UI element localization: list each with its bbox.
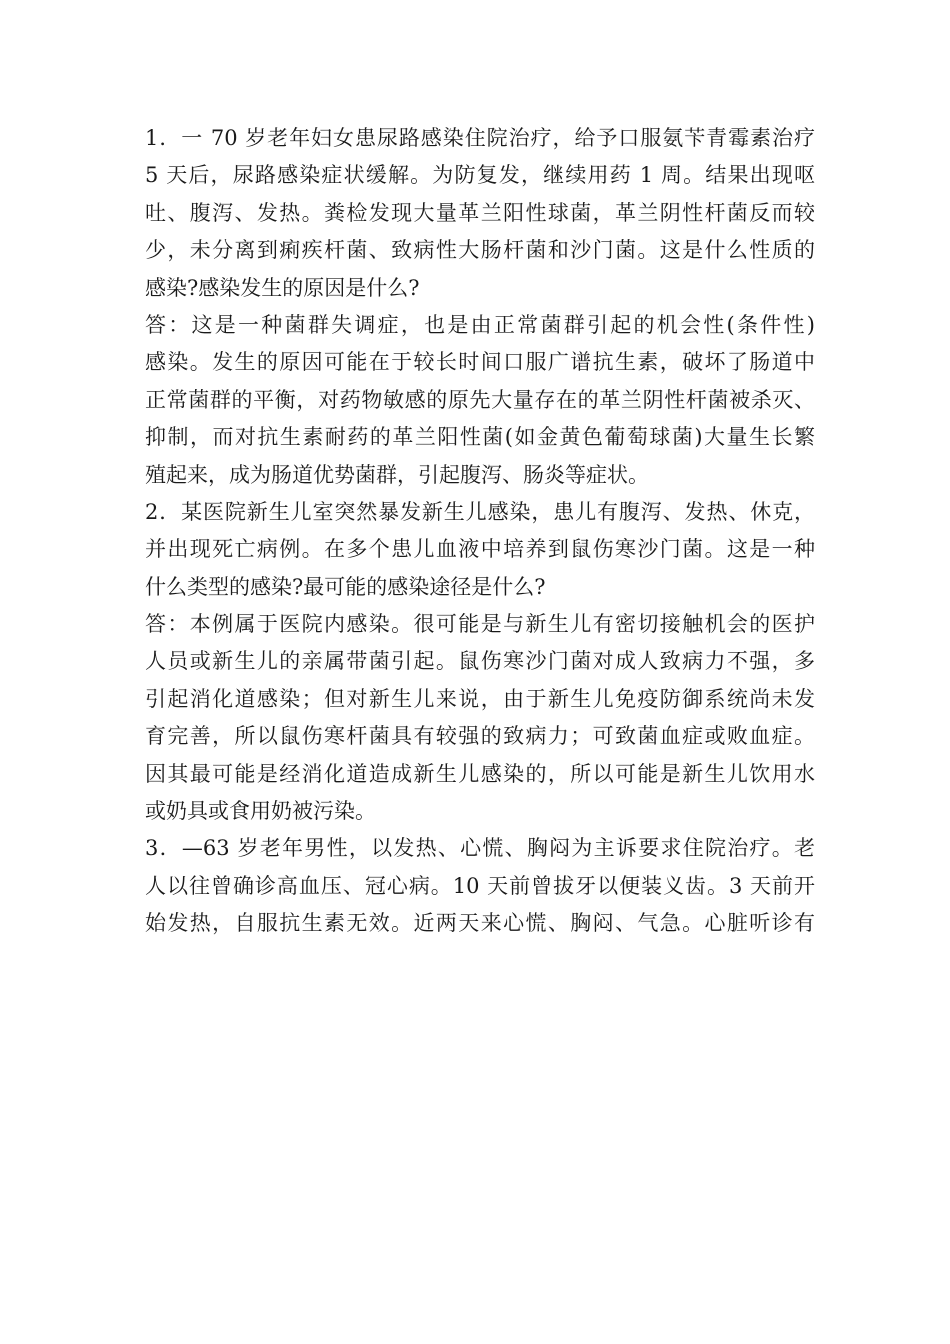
text-line: 人员或新生儿的亲属带菌引起。鼠伤寒沙门菌对成人致病力不强，多 [145, 649, 815, 674]
text-line: 育完善，所以鼠伤寒杆菌具有较强的致病力；可致菌血症或败血症。 [145, 724, 815, 749]
text-line: 正常菌群的平衡，对药物敏感的原先大量存在的革兰阴性杆菌被杀灭、 [145, 387, 815, 412]
text-line: 少，未分离到痢疾杆菌、致病性大肠杆菌和沙门菌。这是什么性质的 [145, 238, 815, 263]
text-line: 答：这是一种菌群失调症，也是由正常菌群引起的机会性(条件性) [145, 312, 815, 337]
text-line: 并出现死亡病例。在多个患儿血液中培养到鼠伤寒沙门菌。这是一种 [145, 537, 815, 562]
document-body [145, 120, 815, 943]
text-line: 吐、腹泻、发热。粪检发现大量革兰阳性球菌，革兰阴性杆菌反而较 [145, 200, 815, 225]
text-line: 5 天后，尿路感染症状缓解。为防复发，继续用药 1 周。结果出现呕 [145, 163, 815, 188]
text-line: 2．某医院新生儿室突然暴发新生儿感染，患儿有腹泻、发热、休克， [145, 499, 815, 524]
text-line: 引起消化道感染；但对新生儿来说，由于新生儿免疫防御系统尚未发 [145, 686, 815, 711]
text-line: 始发热，自服抗生素无效。近两天来心慌、胸闷、气急。心脏听诊有 [145, 911, 815, 936]
text-line: 或奶具或食用奶被污染。 [145, 799, 376, 824]
text-line: 感染。发生的原因可能在于较长时间口服广谱抗生素，破坏了肠道中 [145, 350, 815, 375]
text-line: 3．—63 岁老年男性，以发热、心慌、胸闷为主诉要求住院治疗。老 [145, 836, 815, 861]
text-line: 什么类型的感染?最可能的感染途径是什么? [145, 574, 546, 599]
text-line: 因其最可能是经消化道造成新生儿感染的，所以可能是新生儿饮用水 [145, 761, 815, 786]
text-line: 抑制，而对抗生素耐药的革兰阳性菌(如金黄色葡萄球菌)大量生长繁 [145, 425, 815, 450]
text-line: 1．一 70 岁老年妇女患尿路感染住院治疗，给予口服氨苄青霉素治疗 [145, 126, 815, 150]
text-line: 感染?感染发生的原因是什么? [145, 275, 420, 300]
text-line: 殖起来，成为肠道优势菌群，引起腹泻、肠炎等症状。 [145, 462, 649, 487]
text-line: 人以往曾确诊高血压、冠心病。10 天前曾拔牙以便装义齿。3 天前开 [145, 873, 815, 898]
text-line: 答：本例属于医院内感染。很可能是与新生儿有密切接触机会的医护 [145, 612, 815, 637]
